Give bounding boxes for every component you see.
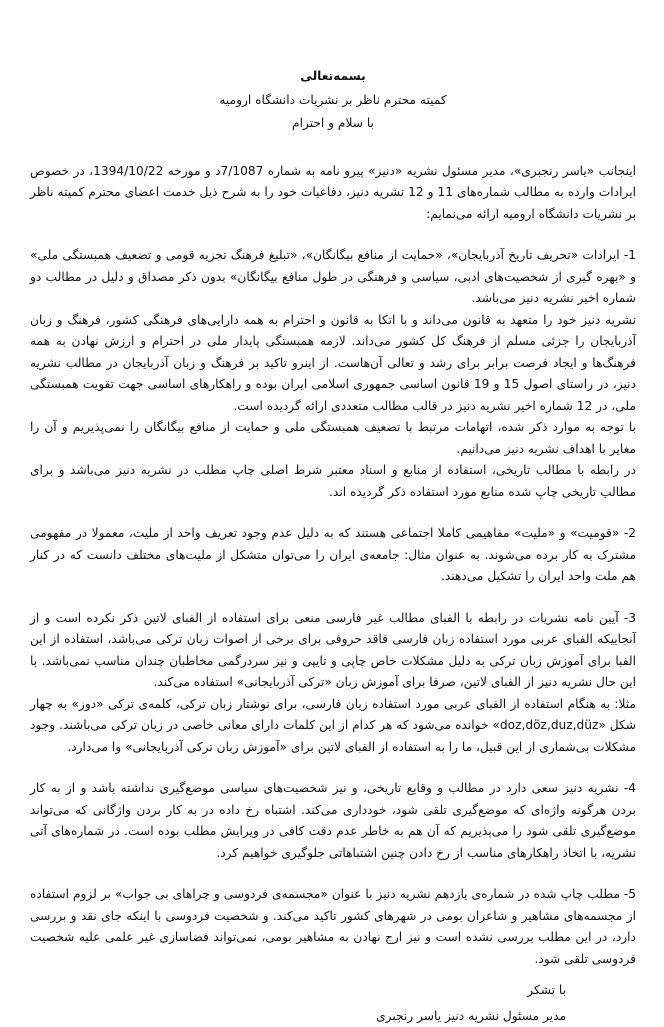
- item-3: [30, 608, 636, 759]
- item-1-paragraph: در رابطه با مطالب تاریخی، استفاده از منابع و اسناد معتبر شرط اصلی چاپ مطلب در نشریه دنیز می‌باشد و برای مطالب تاریخی چاپ شده منابع مورد استفاده ذکر گردیده اند.: [30, 460, 636, 503]
- letter-greeting: با سلام و احترام: [30, 113, 636, 135]
- item-3-paragraph: مثلا: به هنگام استفاده از الفبای عربی مورد استفاده زبان فارسی، برای نوشتار زبان ترکی، کلمه‌ی ترکی «دوز» به چهار شکل «doz,döz,duz,düz» خوانده می‌شود که هر کدام از این کلمات دارای معانی خاصی در زبان ترکی می‌باشند. وجود مشکلات بی‌شماری از این قبیل، ما را به استفاده از الفبای لاتین برای «آموزش زبان ترکی آذربایجانی» وا می‌دارد.: [30, 694, 636, 759]
- item-1: [30, 245, 636, 503]
- signature-name: مدیر مسئول نشریه دنیز یاسر رنجبری: [30, 1006, 566, 1027]
- item-1-paragraph: با توجه به موارد ذکر شده، اتهامات مرتبط با تضعیف همبستگی ملی و حمایت از منافع بیگانگان را نمی‌پذیریم و آن را مغایر با اهداف نشریه دنیز می‌دانیم.: [30, 417, 636, 460]
- item-4-paragraph: 4- نشریه دنیز سعی دارد در مطالب و وقایع تاریخی، و نیز شخصیت‌های سیاسی موضع‌گیری نداشته باشد و از به کار بردن هرگونه واژه‌ای که موضع‌گیری تلقی شود، خودداری می‌کند. اشتباه رخ داده در به کار بردن واژگانی که می‌تواند موضع‌گیری تلقی شود را می‌پذیریم که آن هم به خاطر عدم دقت کافی در ویرایش مطلب بوده است. در شماره‌های آتی نشریه، با اتخاذ راهکارهای مناسب از رخ دادن چنین اشتباهاتی جلوگیری خواهیم کرد.: [30, 778, 636, 864]
- item-1-paragraph: 1- ایرادات «تحریف تاریخ آذربایجان»، «حمایت از منافع بیگانگان»، «تبلیغ فرهنگ تجزیه قومی و تضعیف همبستگی ملی» و «بهره گیری از شخصیت‌های ادبی، سیاسی و فرهنگی در طول منافع بیگانگان» بدون ذکر مصداق و دلیل در مطالب دو شماره اخیر نشریه دنیز می‌باشد.: [30, 245, 636, 310]
- item-1-paragraph: نشریه دنیز خود را متعهد به قانون می‌داند و با اتکا به قانون و احترام به همه دارایی‌های فرهنگی کشور، فرهنگ و زبان آذربایجان را جزئی مسلم از فرهنگ کل کشور می‌داند. لازمه همبستگی پایدار ملی در احترام و ارزش نهادن به همه فرهنگ‌ها و ایجاد فرصت برابر برای رشد و تعالی آن‌هاست. از اینرو تاکید بر فرهنگ و زبان آذربایجان در مطالب نشریه دنیز، در راستای اصول 15 و 19 قانون اساسی جمهوری اسلامی ایران بوده و راهکارهای اساسی جهت تقویت همبستگی ملی، در 12 شماره اخیر نشریه دنیز در قالب مطالب متعددی ارائه گردیده است.: [30, 310, 636, 418]
- letter-addressee: کمیته محترم ناظر بر نشریات دانشگاه ارومیه: [30, 90, 636, 112]
- signature-block: [30, 980, 636, 1027]
- letter-title: بسمه‌تعالی: [30, 66, 636, 88]
- item-2-paragraph: 2- «قومیت» و «ملیت» مفاهیمی کاملا اجتماعی هستند که به دلیل عدم وجود تعریف واحد از ملیت، معمولا در مفهومی مشترک به کار برده می‌شوند. به عنوان مثال: جامعه‌ی ایران را می‌توان متشکل از ملیت‌های مختلف دانست که در کنار هم ملت واحد ایران را تشکیل می‌دهند.: [30, 523, 636, 588]
- signature-closing: با تشکر: [30, 980, 566, 1002]
- item-5: [30, 884, 636, 970]
- item-2: [30, 523, 636, 588]
- item-4: [30, 778, 636, 864]
- item-5-paragraph: 5- مطلب چاپ شده در شماره‌ی یازدهم نشریه دنیز با عنوان «مجسمه‌ی فردوسی و چراهای بی جواب» بر لزوم استفاده از مجسمه‌های مشاهیر و شاعران بومی در شهرهای کشور تاکید می‌کند. و شخصیت فردوسی با اینکه جای نقد و بررسی دارد، در این مطلب بررسی نشده است و نیز ارج نهادن به مشاهیر بومی، نمی‌تواند فضاسازی غیر علمی علیه شخصیت فردوسی تلقی شود.: [30, 884, 636, 970]
- item-3-paragraph: 3- آیین نامه نشریات در رابطه با الفبای مطالب غیر فارسی منعی برای استفاده از الفبای لاتین ذکر نکرده است و از آنجاییکه الفبای عربی مورد استفاده زبان فارسی فاقد حروفی برای برخی از اصوات زبان ترکی می‌باشد، استفاده از این الفبا برای آموزش زبان ترکی به دلیل مشکلات خاص چاپی و تایپی و نیز سردرگمی مخاطبان چندان مناسب نمی‌باشد. با این حال نشریه دنیز از الفبای لاتین، صرفا برای آموزش زبان «ترکی آذربایجانی» استفاده می‌کند.: [30, 608, 636, 694]
- intro-paragraph: اینجانب «یاسر رنجبری»، مدیر مسئول نشریه «دنیز» پیرو نامه به شماره 7/1087د و مورخه 1394/10/22، در خصوص ایرادات وارده به مطالب شماره‌های 11 و 12 نشریه دنیز، دفاعیات خود را به شرح ذیل خدمت اعضای محترم کمیته ناظر بر نشریات دانشگاه ارومیه ارائه می‌نمایم:: [30, 161, 636, 226]
